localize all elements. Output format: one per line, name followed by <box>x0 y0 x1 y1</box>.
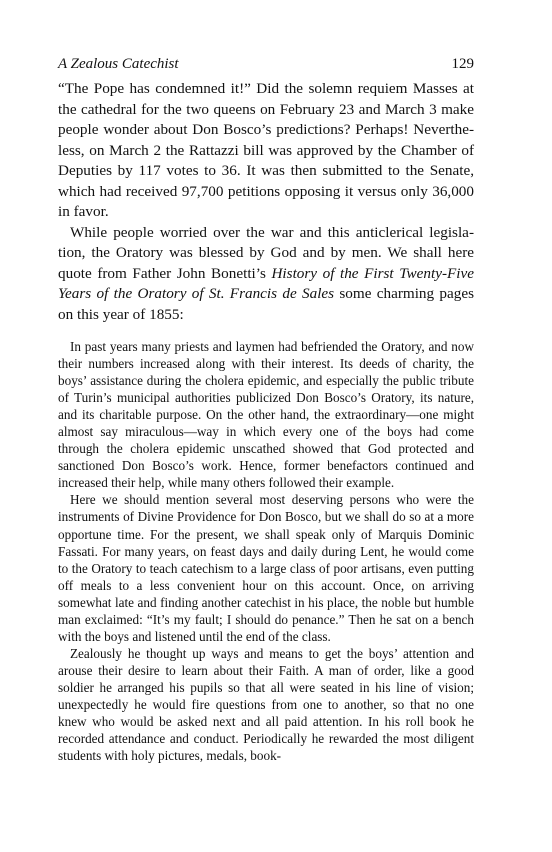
quote-paragraph: Here we should mention several most deserving persons who were the instruments of Divine Providence for Don Bosco, but we shall do so at a more opportune time. For the present, we shall speak only of Marquis Dominic Fassati. For many years, on feast days and daily during Lent, he would come to the Oratory to teach catechism to a large class of poor artisans, even putting off meals to a less convenient hour on this account. Once, on arriving somewhat late and finding another catechist in his place, the noble but humble man exclaimed: “It’s my fault; I should do penance.” Then he sat on a bench with the boys and listened until the end of the class. <box>58 492 474 644</box>
book-page <box>58 55 474 764</box>
paragraph-text: some charming pages on this year of 1855: <box>58 285 474 323</box>
quote-paragraph: In past years many priests and laymen had befriended the Oratory, and now their numbers increased along with their interest. Its deeds of charity, the boys’ assistance during the cholera epidemic, and especially the public tribute of Turin’s municipal authorities publicized Don Bosco’s Oratory, its nature, and its charitable purpose. On the other hand, the extraordinary—one might almost say miraculous—way in which every one of the boys had come through the cholera epidemic unscathed showed that God protected and sanctioned Don Bosco’s work. Hence, former benefactors continued and increased their help, while many others followed their example. <box>58 339 474 491</box>
body-paragraph <box>58 223 474 326</box>
block-quote <box>58 338 474 764</box>
running-header <box>58 55 474 73</box>
paragraph-text: While people worried over the war and this anticlerical legislation, the Oratory was blessed by God and by men. We shall here quote from Father John Bonetti’s <box>58 223 474 282</box>
running-title: A Zealous Catechist <box>58 56 179 72</box>
body-paragraph: “The Pope has condemned it!” Did the solemn requiem Masses at the cathedral for the two queens on February 23 and March 3 make people wonder about Don Bosco’s predictions? Perhaps! Nevertheless, on March 2 the Rattazzi bill was approved by the Chamber of Deputies by 117 votes to 36. It was then submitted to the Senate, which had received 97,700 petitions opposing it versus only 36,000 in favor. <box>58 80 474 220</box>
quote-paragraph: Zealously he thought up ways and means to get the boys’ attention and arouse their desire to learn about their Faith. A man of order, like a good soldier he arranged his pupils so that all were seated in his line of vision; unexpectedly he would fire questions from one to another, so that no one knew who would be asked next and all paid attention. In his roll book he recorded attendance and conduct. Periodically he rewarded the most diligent students with holy pictures, medals, book- <box>58 645 474 764</box>
book-title: History of the First Twenty-Five Years of the Oratory of St. Francis de Sales <box>58 264 475 302</box>
page-number: 129 <box>451 56 474 72</box>
